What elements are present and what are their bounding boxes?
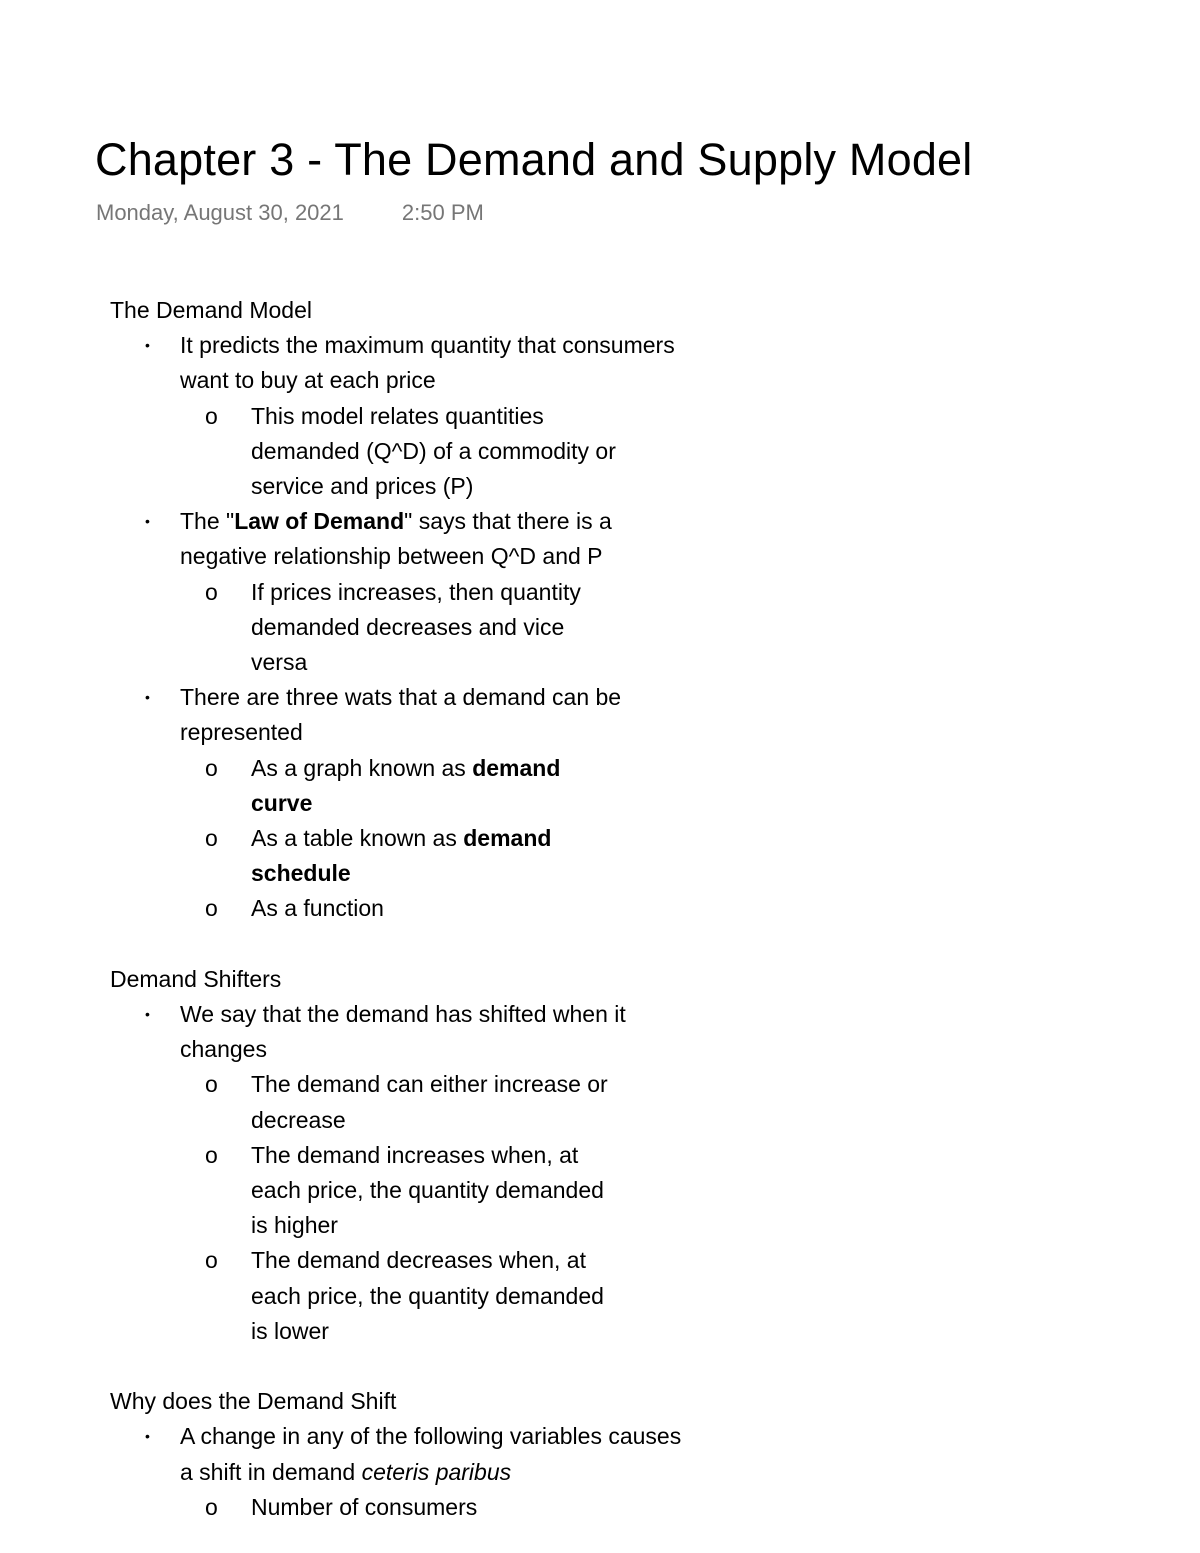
section-demand-shifters: [110, 962, 710, 1349]
sub-bullet-marker: o: [205, 1071, 218, 1098]
sub-bullet-list: [180, 1067, 690, 1349]
page-timestamp: [96, 199, 484, 227]
sub-list-item: [180, 1138, 621, 1244]
list-item: [110, 680, 690, 926]
page-title: Chapter 3 - The Demand and Supply Model: [95, 134, 973, 185]
bullet-marker: •: [145, 337, 150, 354]
list-item-text: It predicts the maximum quantity that consumers want to buy at each price: [180, 332, 675, 394]
bold-term: demand curve: [251, 754, 561, 816]
italic-term: ceteris paribus: [361, 1458, 512, 1485]
section-heading: Why does the Demand Shift: [110, 1388, 397, 1415]
sub-list-item: [180, 891, 621, 926]
sub-list-item: [180, 399, 621, 505]
bullet-marker: •: [145, 513, 150, 530]
list-item: [110, 1419, 690, 1525]
bullet-marker: •: [145, 1428, 150, 1445]
text-run: As a graph known as: [251, 754, 473, 781]
list-item: [110, 997, 690, 1349]
bullet-marker: •: [145, 1006, 150, 1023]
sub-list-item: [180, 821, 621, 891]
text-run: A change in any of the following variables causes a shift in demand: [180, 1423, 682, 1485]
list-item-text: If prices increases, then quantity demanded decreases and vice versa: [251, 578, 581, 676]
sub-bullet-marker: o: [205, 825, 218, 852]
list-item-text: [251, 755, 560, 816]
text-run: As a table known as: [251, 825, 464, 852]
page-time: 2:50 PM: [401, 200, 484, 225]
list-item-text: [180, 508, 612, 569]
text-run: The ": [180, 508, 235, 535]
list-item-text: The demand decreases when, at each price, the quantity demanded is lower: [251, 1247, 604, 1344]
sub-list-item: [180, 751, 621, 821]
bullet-list: [110, 997, 710, 1349]
list-item: [110, 328, 690, 504]
bullet-list: [110, 1419, 710, 1525]
list-item-text: This model relates quantities demanded (Q^D) of a commodity or service and prices (P): [251, 402, 616, 500]
bullet-marker: •: [145, 689, 150, 706]
sub-list-item: [180, 1490, 621, 1525]
text-run: " says that there is a negative relationship between Q^D and P: [180, 508, 612, 570]
section-demand-model: [110, 293, 710, 927]
list-item: [110, 504, 690, 680]
list-item-text: [251, 825, 551, 886]
sub-bullet-list: [180, 1490, 690, 1525]
list-item-text: The demand can either increase or decrease: [251, 1071, 608, 1133]
section-why-demand-shift: [110, 1384, 710, 1525]
section-heading: Demand Shifters: [110, 965, 282, 992]
list-item-text: There are three wats that a demand can be represented: [180, 684, 622, 746]
sub-list-item: [180, 1243, 621, 1349]
sub-list-item: [180, 575, 621, 681]
sub-bullet-list: [180, 575, 690, 681]
bold-term: Law of Demand: [234, 508, 405, 535]
note-content: [110, 293, 710, 1525]
list-item-text: Number of consumers: [251, 1493, 478, 1520]
sub-bullet-marker: o: [205, 578, 218, 605]
list-item-text: We say that the demand has shifted when it changes: [180, 1001, 626, 1063]
page-date: Monday, August 30, 2021: [96, 200, 344, 225]
sub-bullet-marker: o: [205, 1141, 218, 1168]
sub-bullet-list: [180, 751, 690, 927]
section-heading: The Demand Model: [110, 297, 312, 323]
sub-bullet-marker: o: [205, 754, 218, 781]
bullet-list: [110, 328, 710, 926]
sub-list-item: [180, 1067, 621, 1137]
list-item-text: As a function: [251, 895, 384, 922]
list-item-text: The demand increases when, at each price, the quantity demanded is higher: [251, 1141, 604, 1239]
sub-bullet-list: [180, 399, 690, 505]
sub-bullet-marker: o: [205, 895, 218, 922]
list-item-text: [180, 1423, 681, 1484]
sub-bullet-marker: o: [205, 1247, 218, 1274]
sub-bullet-marker: o: [205, 1493, 218, 1520]
sub-bullet-marker: o: [205, 402, 218, 429]
bold-term: demand schedule: [251, 825, 552, 887]
